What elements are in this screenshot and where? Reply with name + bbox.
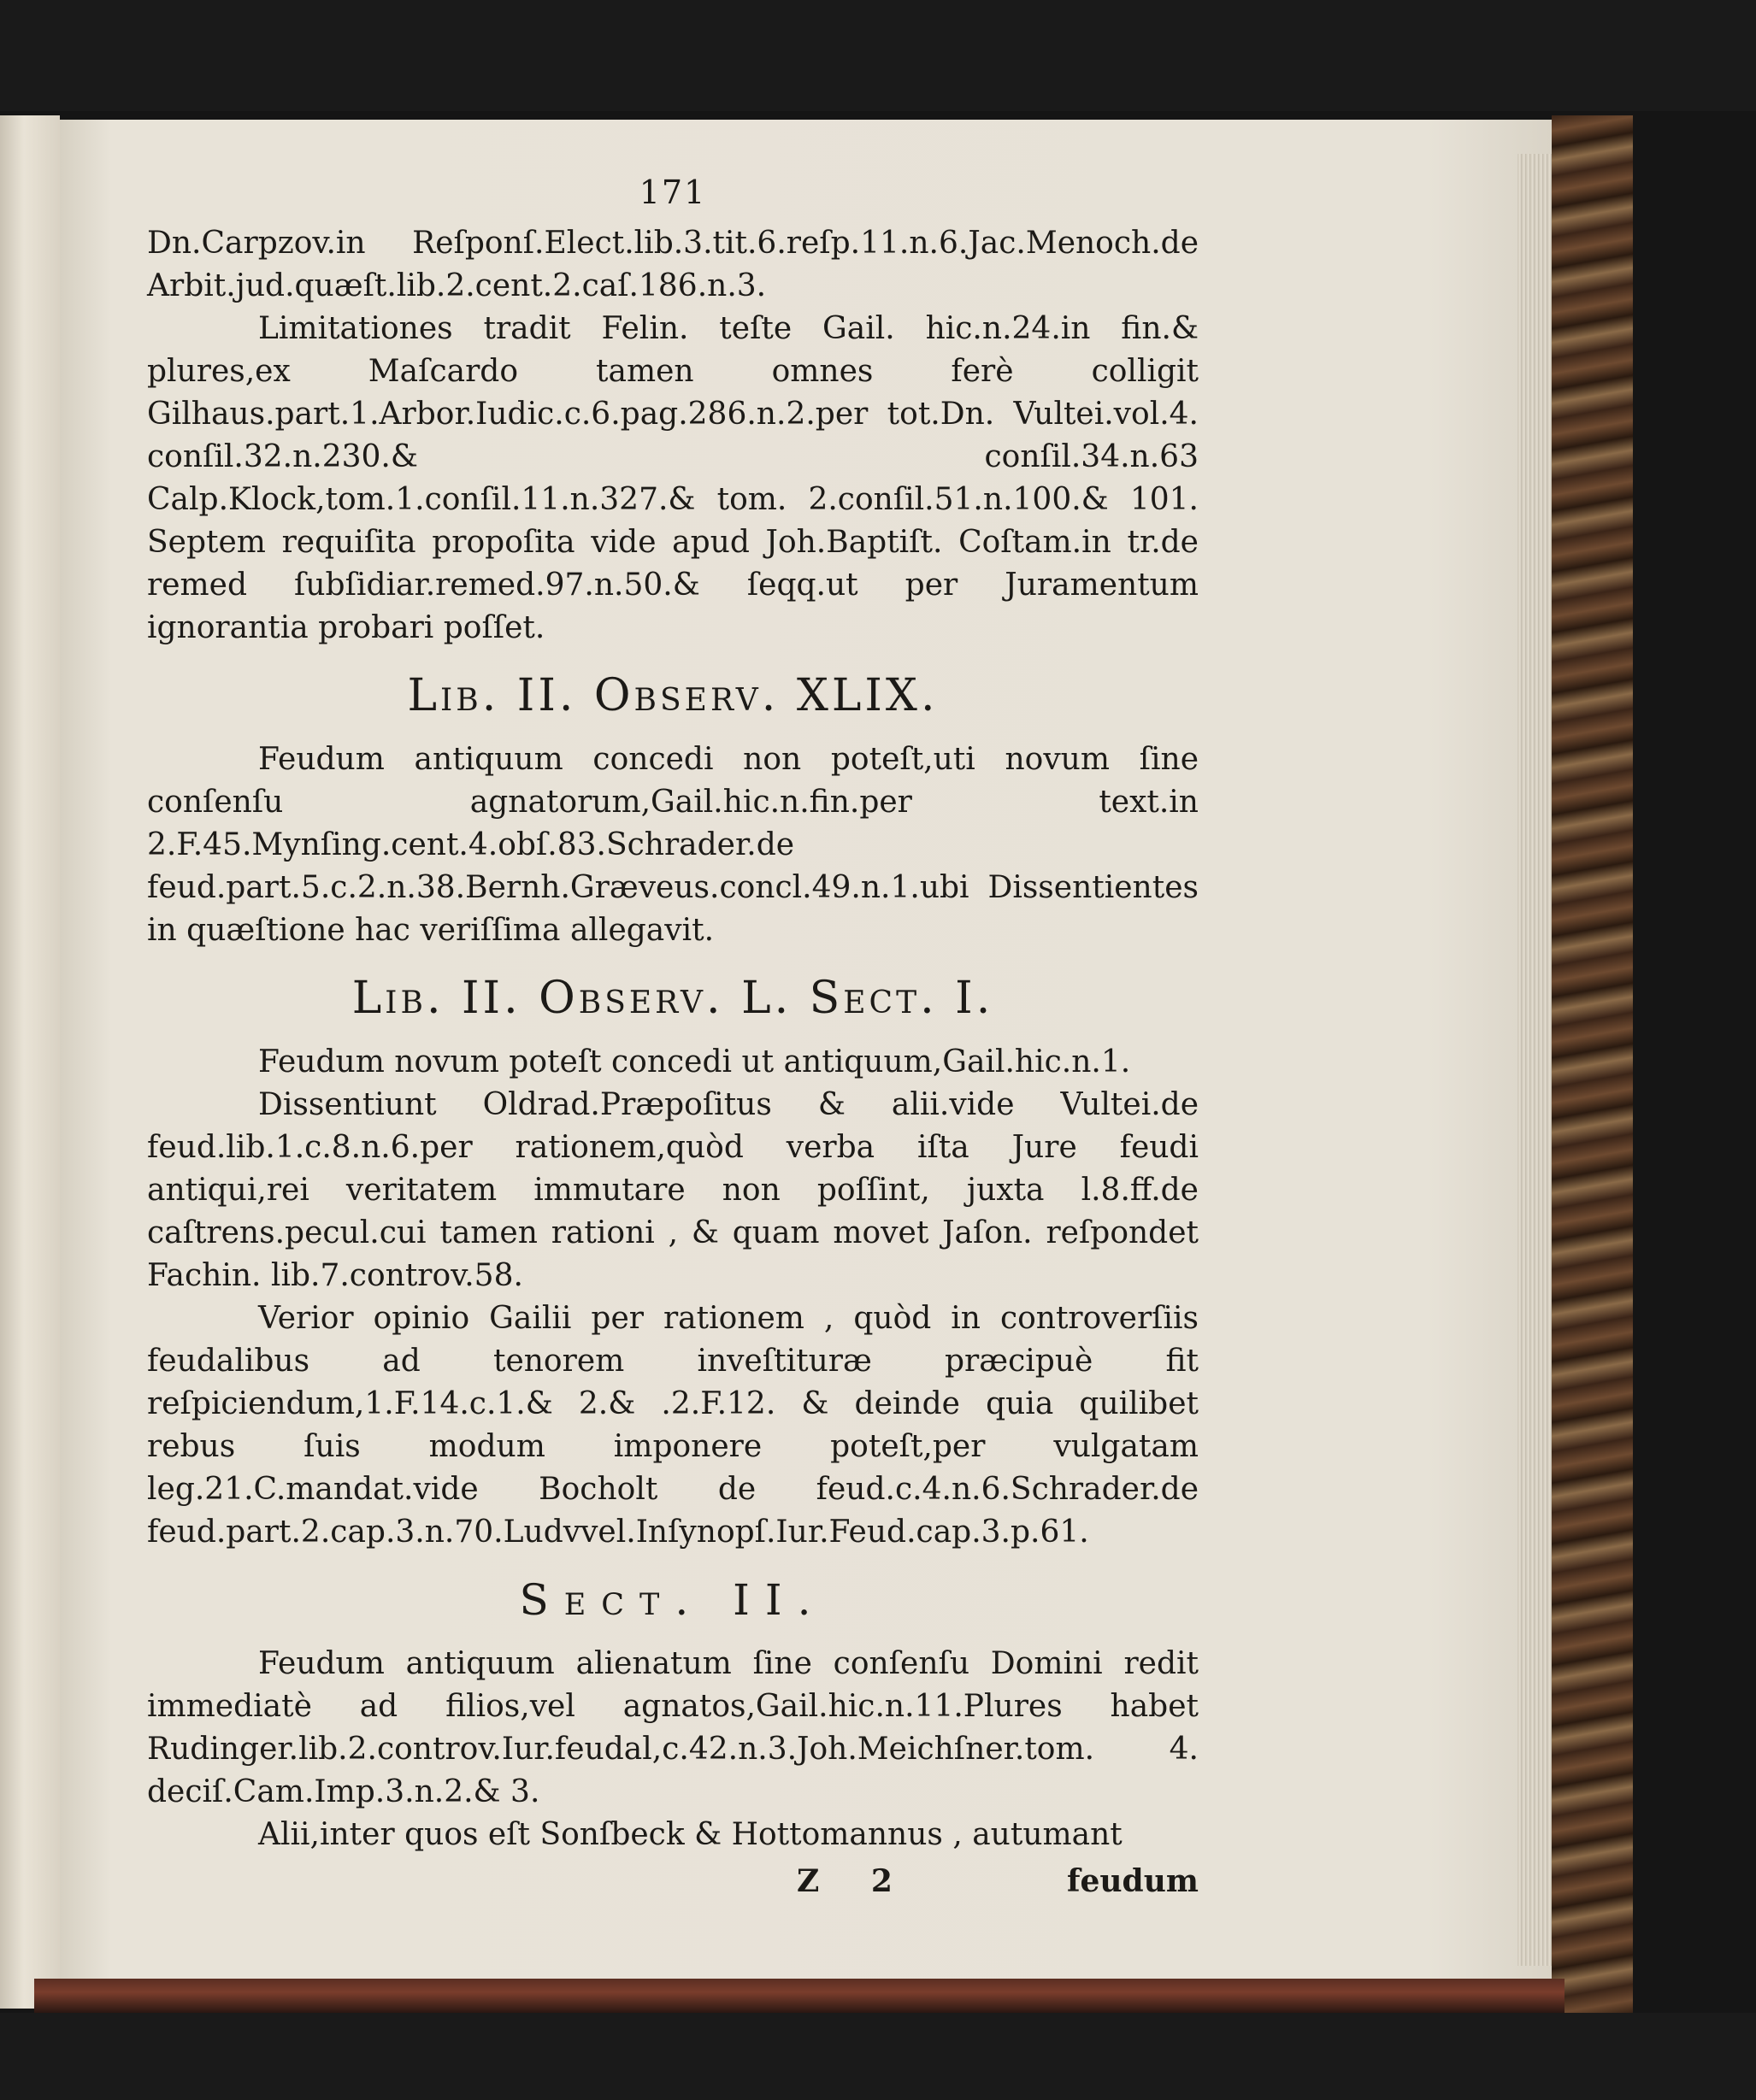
section-heading: Lib. II. Observ. L. Sect. I. bbox=[351, 973, 994, 1024]
page-edges bbox=[1517, 154, 1552, 1966]
scan-background-bottom bbox=[0, 2013, 1756, 2100]
paragraph: Verior opinio Gailii per rationem , quòd in controverſiis feudalibus ad tenorem inveſtituræ præcipuè fit reſpiciendum,1.F.14.c.1.& 2.& .2.F.12. & deinde quia quilibet rebus ſuis modum imponere poteſt,per vulgatam leg.21.C.mandat.vide Bocholt de feud.c.4.n.6.Schrader.de feud.part.2.cap.3.n.70.Ludvvel.Inſynopſ.Iur.Feud.cap.3.p.61. bbox=[147, 1301, 1199, 1550]
catchword: feudum bbox=[1066, 1863, 1199, 1899]
scan-background-top bbox=[0, 0, 1756, 111]
paragraph: Limitationes tradit Felin. teſte Gail. hic.n.24.in fin.& plures,ex Maſcardo tamen omnes ferè colligit Gilhaus.part.1.Arbor.Iudic.c.6.pag.286.n.2.per tot.Dn. Vultei.vol.4. conſil.32.n.230.& conſil.34.n.63 Calp.Klock,tom.1.conſil.11.n.327.& tom. 2.conſil.51.n.100.& 101. Septem requiſita propoſita vide apud Joh.Baptiſt. Coſtam.in tr.de remed ſubſidiar.remed.97.n.50.& ſeqq.ut per Juramentum ignorantia probari poſſet. bbox=[147, 311, 1199, 645]
marbled-cover bbox=[1552, 115, 1633, 2013]
page-footer bbox=[147, 1860, 1199, 1903]
paragraph: Feudum antiquum alienatum ſine conſenſu Domini redit immediatè ad filios,vel agnatos,Gail.hic.n.11.Plures habet Rudinger.lib.2.controv.Iur.feudal,c.42.n.3.Joh.Meichſner.tom. 4. deciſ.Cam.Imp.3.n.2.& 3. bbox=[147, 1646, 1199, 1809]
paragraph: Alii,inter quos eſt Sonſbeck & Hottomannus , autumant bbox=[258, 1817, 1123, 1852]
paragraph: Dn.Carpzov.in Reſponſ.Elect.lib.3.tit.6.reſp.11.n.6.Jac.Menoch.de Arbit.jud.quæſt.lib.2.cent.2.caſ.186.n.3. bbox=[147, 226, 1199, 303]
page-text bbox=[147, 171, 1199, 1903]
facing-page-edge bbox=[0, 115, 60, 2009]
paragraph: Feudum antiquum concedi non poteſt,uti novum ſine conſenſu agnatorum,Gail.hic.n.fin.per text.in 2.F.45.Mynſing.cent.4.obſ.83.Schrader.de feud.part.5.c.2.n.38.Bernh.Græveus.concl.49.n.1.ubi Dissentientes in quæſtione hac veriſſima allegavit. bbox=[147, 742, 1199, 948]
book-bottom-edge bbox=[34, 1979, 1564, 2013]
section-heading: Lib. II. Observ. XLIX. bbox=[407, 670, 939, 721]
page-number: 171 bbox=[639, 174, 707, 211]
paragraph: Feudum novum poteſt concedi ut antiquum,Gail.hic.n.1. bbox=[258, 1044, 1131, 1079]
section-heading: Sect. II. bbox=[519, 1575, 827, 1625]
paragraph: Dissentiunt Oldrad.Præpoſitus & alii.vide Vultei.de feud.lib.1.c.8.n.6.per rationem,quòd verba iſta Jure feudi antiqui,rei veritatem immutare non poſſint, juxta l.8.ff.de caſtrens.pecul.cui tamen rationi , & quam movet Jaſon. reſpondet Fachin. lib.7.controv.58. bbox=[147, 1087, 1199, 1293]
signature-mark: Z 2 bbox=[797, 1863, 913, 1899]
